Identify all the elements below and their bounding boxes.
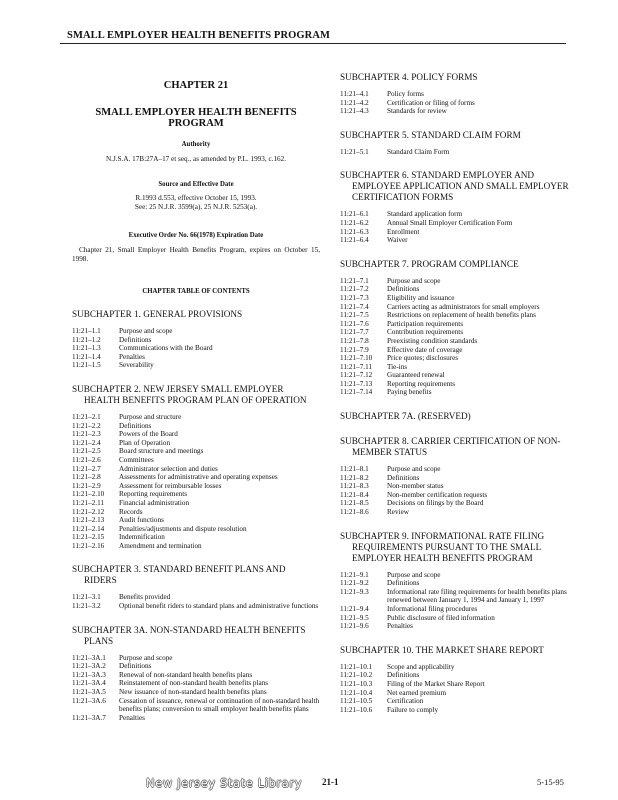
section-entry — [72, 697, 320, 714]
section-title: Reporting requirements — [387, 379, 456, 388]
section-title: Public disclosure of filed information — [387, 613, 495, 622]
section-number: 11:21–3A.2 — [72, 662, 106, 671]
section-title: Assessment for reimbursable losses — [119, 481, 222, 490]
section-title: Purpose and scope — [119, 327, 173, 336]
section-number: 11:21–2.4 — [72, 438, 101, 447]
section-number: 11:21–3.1 — [72, 593, 101, 602]
section-entry — [340, 371, 572, 380]
section-title: Communications with the Board — [119, 344, 213, 353]
section-title: Severability — [119, 361, 154, 370]
section-title: Carriers acting as administrators for small employers — [387, 302, 540, 311]
subchapter-heading: SUBCHAPTER 7A. (RESERVED) — [340, 411, 471, 422]
section-title: Purpose and scope — [387, 276, 441, 285]
section-title: Reinstatement of non-standard health benefits plans — [119, 679, 269, 688]
section-list — [72, 654, 320, 723]
section-number: 11:21–6.4 — [340, 236, 369, 245]
section-number: 11:21–2.13 — [72, 516, 105, 525]
section-title: Reporting requirements — [119, 490, 188, 499]
section-number: 11:21–2.2 — [72, 421, 101, 430]
section-entry — [340, 508, 572, 517]
section-number: 11:21–3A.4 — [72, 679, 106, 688]
section-number: 11:21–2.5 — [72, 447, 101, 456]
section-entry — [340, 588, 572, 605]
section-list — [340, 210, 572, 244]
section-entry — [340, 328, 572, 337]
chapter-number: CHAPTER 21 — [163, 80, 229, 91]
section-entry — [340, 90, 572, 99]
section-entry — [72, 499, 320, 508]
subchapter-heading: SUBCHAPTER 4. POLICY FORMS — [340, 72, 478, 82]
left-column — [72, 72, 320, 722]
section-list — [340, 663, 572, 715]
section-entry — [72, 688, 320, 697]
chapter-title: SMALL EMPLOYER HEALTH BENEFITS PROGRAM — [95, 107, 297, 129]
section-title: Records — [119, 507, 143, 516]
section-number: 11:21–9.2 — [340, 579, 369, 588]
section-entry — [340, 605, 572, 614]
subchapter-heading: SUBCHAPTER 5. STANDARD CLAIM FORM — [340, 129, 521, 140]
section-list — [72, 327, 320, 370]
section-entry — [72, 456, 320, 465]
section-number: 11:21–1.5 — [72, 361, 101, 370]
section-number: 11:21–2.3 — [72, 430, 101, 439]
section-number: 11:21–7.14 — [340, 388, 373, 397]
subchapter-heading: SUBCHAPTER 3A. NON-STANDARD HEALTH BENEFITS PLANS — [72, 624, 306, 646]
page-number: 21-1 — [322, 777, 339, 787]
section-entry — [72, 344, 320, 353]
section-title: Audit functions — [119, 516, 164, 525]
right-column — [340, 72, 572, 714]
section-title: Enrollment — [387, 227, 420, 236]
section-title: Certification or filing of forms — [387, 98, 475, 107]
revision-date: 5-15-95 — [537, 777, 564, 787]
section-number: 11:21–7.6 — [340, 319, 369, 328]
section-number: 11:21–8.2 — [340, 473, 369, 482]
section-number: 11:21–3A.7 — [72, 713, 106, 722]
subchapter-heading: SUBCHAPTER 10. THE MARKET SHARE REPORT — [340, 644, 544, 655]
section-entry — [72, 533, 320, 542]
section-title: Committees — [119, 455, 154, 464]
section-entry — [340, 148, 572, 157]
subchapter-heading: SUBCHAPTER 3. STANDARD BENEFIT PLANS AND RIDERS — [72, 564, 286, 586]
subchapter-heading: SUBCHAPTER 2. NEW JERSEY SMALL EMPLOYER HEALTH BENEFITS PROGRAM PLAN OF OPERATION — [72, 383, 307, 405]
section-entry — [340, 663, 572, 672]
section-entry — [72, 327, 320, 336]
section-number: 11:21–2.6 — [72, 455, 101, 464]
section-list — [340, 277, 572, 397]
toc-heading: CHAPTER TABLE OF CONTENTS — [142, 288, 250, 296]
section-title: Standards for review — [387, 107, 447, 116]
section-title: Powers of the Board — [119, 430, 178, 439]
section-title: Penalties/adjustments and dispute resolution — [119, 524, 247, 533]
subchapter-heading: SUBCHAPTER 6. STANDARD EMPLOYER AND EMPLOYEE APPLICATION AND SMALL EMPLOYER CERTIFICATION FORMS — [340, 170, 569, 203]
section-title: Participation requirements — [387, 319, 464, 328]
section-entry — [340, 210, 572, 219]
section-title: Informational filing procedures — [387, 605, 478, 613]
section-number: 11:21–7.12 — [340, 371, 373, 380]
section-entry — [340, 99, 572, 108]
section-entry — [340, 474, 572, 483]
section-number: 11:21–10.4 — [340, 688, 373, 697]
section-number: 11:21–2.9 — [72, 481, 101, 490]
section-number: 11:21–8.6 — [340, 508, 369, 517]
section-number: 11:21–7.4 — [340, 302, 369, 311]
section-title: Penalties — [119, 352, 145, 361]
source-line-2: See: 25 N.J.R. 3599(a), 25 N.J.R. 5253(a). — [134, 203, 258, 212]
section-entry — [72, 413, 320, 422]
section-title: Certification — [387, 697, 424, 706]
section-number: 11:21–9.5 — [340, 613, 369, 622]
section-entry — [340, 320, 572, 329]
section-title: Filing of the Market Share Report — [387, 679, 485, 688]
section-title: Indemnification — [119, 533, 165, 542]
section-entry — [72, 542, 320, 551]
section-title: Cessation of issuance, renewal or continuation of non-standard health benefits plans; conversion to small employer health benefits plans — [119, 696, 320, 714]
section-title: Optional benefit riders to standard plans and administrative functions — [119, 602, 319, 611]
section-title: Waiver — [387, 236, 408, 245]
section-entry — [72, 422, 320, 431]
section-title: Penalties — [387, 622, 413, 631]
section-title: Non-member certification requests — [387, 490, 488, 499]
section-entry — [72, 361, 320, 370]
section-title: Definitions — [387, 671, 420, 680]
toc-left — [72, 309, 320, 722]
section-number: 11:21–7.5 — [340, 311, 369, 320]
section-entry — [72, 679, 320, 688]
section-title: Administrator selection and duties — [119, 464, 218, 473]
section-entry — [340, 697, 572, 706]
section-entry — [340, 579, 572, 588]
section-title: Review — [387, 508, 409, 517]
section-entry — [340, 228, 572, 237]
section-entry — [340, 311, 572, 320]
section-title: Purpose and scope — [119, 653, 173, 662]
section-number: 11:21–7.9 — [340, 345, 369, 354]
section-number: 11:21–7.3 — [340, 293, 369, 302]
section-title: Non-member status — [387, 482, 444, 491]
section-entry — [72, 654, 320, 663]
section-number: 11:21–1.3 — [72, 344, 101, 353]
section-number: 11:21–4.3 — [340, 107, 369, 116]
section-entry — [340, 499, 572, 508]
section-entry — [340, 380, 572, 389]
section-entry — [72, 662, 320, 671]
section-title: Contribution requirements — [387, 328, 464, 337]
section-number: 11:21–3A.1 — [72, 653, 106, 662]
section-number: 11:21–8.5 — [340, 499, 369, 508]
section-entry — [72, 439, 320, 448]
running-head: SMALL EMPLOYER HEALTH BENEFITS PROGRAM — [67, 30, 331, 41]
executive-order-text: Chapter 21, Small Employer Health Benefits Program, expires on October 15, 1998. — [72, 245, 320, 263]
section-title: Price quotes; disclosures — [387, 354, 459, 363]
section-title: Definitions — [119, 662, 152, 671]
section-entry — [72, 602, 320, 611]
section-title: Purpose and structure — [119, 412, 182, 421]
source-line-1: R.1993 d.553, effective October 15, 1993. — [135, 194, 257, 203]
section-entry — [340, 107, 572, 116]
section-entry — [340, 671, 572, 680]
subchapter-heading: SUBCHAPTER 1. GENERAL PROVISIONS — [72, 309, 243, 320]
section-number: 11:21–2.16 — [72, 541, 105, 550]
section-number: 11:21–2.1 — [72, 412, 101, 421]
section-title: Definitions — [119, 335, 152, 344]
section-title: Failure to comply — [387, 705, 439, 714]
section-number: 11:21–9.4 — [340, 605, 369, 613]
section-title: Annual Small Employer Certification Form — [387, 218, 513, 227]
section-number: 11:21–6.1 — [340, 210, 369, 219]
section-entry — [72, 353, 320, 362]
section-title: Net earned premium — [387, 688, 447, 697]
section-entry — [72, 465, 320, 474]
section-title: Board structure and meetings — [119, 447, 204, 456]
section-entry — [340, 346, 572, 355]
section-number: 11:21–6.2 — [340, 218, 369, 227]
section-number: 11:21–2.7 — [72, 464, 101, 473]
section-title: Decisions on filings by the Board — [387, 499, 484, 508]
section-title: Preexisting condition standards — [387, 336, 478, 345]
section-number: 11:21–4.2 — [340, 98, 369, 107]
section-number: 11:21–1.1 — [72, 327, 101, 336]
section-entry — [340, 571, 572, 580]
section-number: 11:21–8.4 — [340, 490, 369, 499]
executive-order-heading: Executive Order No. 66(1978) Expiration Date — [128, 231, 264, 239]
section-title: Purpose and scope — [387, 570, 441, 579]
section-title: Financial administration — [119, 498, 190, 507]
section-number: 11:21–3A.3 — [72, 670, 106, 679]
section-title: Definitions — [387, 579, 420, 588]
subchapter-heading: SUBCHAPTER 9. INFORMATIONAL RATE FILING REQUIREMENTS PURSUANT TO THE SMALL EMPLOYER HEALTH BENEFITS PROGRAM — [340, 530, 545, 563]
section-title: Scope and applicability — [387, 662, 455, 671]
source-heading: Source and Effective Date — [158, 181, 234, 189]
section-entry — [340, 706, 572, 715]
section-number: 11:21–7.11 — [340, 362, 373, 371]
section-number: 11:21–9.1 — [340, 570, 369, 579]
section-entry — [72, 593, 320, 602]
section-entry — [72, 714, 320, 723]
section-title: Restrictions on replacement of health benefits plans — [387, 311, 536, 320]
section-number: 11:21–2.11 — [72, 498, 105, 507]
section-entry — [72, 516, 320, 525]
section-entry — [72, 671, 320, 680]
authority-heading: Authority — [181, 141, 211, 148]
section-entry — [340, 680, 572, 689]
section-number: 11:21–7.2 — [340, 285, 369, 294]
section-number: 11:21–10.1 — [340, 662, 373, 671]
section-title: Purpose and scope — [387, 465, 441, 474]
section-title: Informational rate filing requirements for health benefits plans renewed between January 1, 1994 and January 1, 1997 — [387, 587, 567, 605]
section-title: Effective date of coverage — [387, 345, 463, 354]
section-entry — [340, 303, 572, 312]
section-entry — [340, 285, 572, 294]
section-list — [340, 148, 572, 157]
section-number: 11:21–10.2 — [340, 671, 373, 680]
section-number: 11:21–2.15 — [72, 533, 105, 542]
section-title: Renewal of non-standard health benefits plans — [119, 670, 253, 679]
section-list — [340, 571, 572, 631]
section-entry — [340, 236, 572, 245]
section-title: Benefits provided — [119, 593, 171, 602]
library-stamp: New Jersey State Library — [146, 776, 303, 790]
section-title: Plan of Operation — [119, 438, 171, 447]
subchapter-heading: SUBCHAPTER 8. CARRIER CERTIFICATION OF NON-MEMBER STATUS — [340, 436, 561, 458]
section-entry — [72, 508, 320, 517]
section-entry — [340, 219, 572, 228]
section-title: Guaranteed renewal — [387, 371, 445, 380]
section-list — [340, 90, 572, 116]
section-entry — [340, 277, 572, 286]
section-entry — [340, 482, 572, 491]
section-title: Standard application form — [387, 210, 463, 219]
section-entry — [72, 336, 320, 345]
section-number: 11:21–10.5 — [340, 697, 373, 706]
section-entry — [72, 525, 320, 534]
section-number: 11:21–1.2 — [72, 335, 101, 344]
section-entry — [72, 482, 320, 491]
section-number: 11:21–2.8 — [72, 473, 101, 482]
section-title: Amendment and termination — [119, 541, 202, 550]
section-number: 11:21–7.7 — [340, 328, 369, 337]
section-number: 11:21–8.3 — [340, 482, 369, 491]
section-entry — [340, 491, 572, 500]
section-number: 11:21–7.8 — [340, 336, 369, 345]
section-list — [72, 413, 320, 551]
section-entry — [340, 388, 572, 397]
section-title: Assessments for administrative and operating expenses — [119, 473, 278, 482]
section-title: Definitions — [387, 285, 420, 294]
section-entry — [340, 622, 572, 631]
section-entry — [340, 465, 572, 474]
section-title: Policy forms — [387, 90, 424, 98]
section-title: Definitions — [119, 421, 152, 430]
authority-text: N.J.S.A. 17B:27A–17 et seq., as amended by P.L. 1993, c.162. — [105, 155, 287, 163]
section-title: New issuance of non-standard health benefits plans — [119, 688, 267, 697]
section-number: 11:21–3A.6 — [72, 696, 106, 705]
section-entry — [340, 363, 572, 372]
section-entry — [340, 689, 572, 698]
section-number: 11:21–1.4 — [72, 352, 101, 361]
section-number: 11:21–6.3 — [340, 227, 369, 236]
section-entry — [340, 614, 572, 623]
section-title: Standard Claim Form — [387, 147, 450, 156]
section-number: 11:21–9.6 — [340, 622, 369, 631]
section-number: 11:21–10.3 — [340, 679, 373, 688]
section-number: 11:21–9.3 — [340, 587, 369, 596]
section-entry — [72, 447, 320, 456]
section-number: 11:21–2.10 — [72, 490, 105, 499]
section-number: 11:21–3.2 — [72, 602, 101, 611]
section-number: 11:21–3A.5 — [72, 688, 106, 697]
section-number: 11:21–7.13 — [340, 379, 373, 388]
section-number: 11:21–5.1 — [340, 147, 369, 156]
section-number: 11:21–2.12 — [72, 507, 105, 516]
section-entry — [340, 294, 572, 303]
section-list — [340, 465, 572, 517]
section-entry — [340, 337, 572, 346]
section-number: 11:21–7.10 — [340, 354, 373, 363]
section-number: 11:21–7.1 — [340, 276, 369, 285]
section-entry — [72, 430, 320, 439]
section-number: 11:21–4.1 — [340, 90, 369, 98]
toc-right — [340, 72, 572, 714]
section-number: 11:21–2.14 — [72, 524, 105, 533]
section-entry — [72, 490, 320, 499]
section-title: Penalties — [119, 713, 145, 722]
section-title: Definitions — [387, 473, 420, 482]
section-title: Eligibility and issuance — [387, 293, 455, 302]
section-title: Paying benefits — [387, 388, 432, 397]
section-number: 11:21–8.1 — [340, 465, 369, 474]
section-number: 11:21–10.6 — [340, 705, 373, 714]
section-title: Tie-ins — [387, 362, 408, 371]
section-list — [72, 593, 320, 610]
subchapter-heading: SUBCHAPTER 7. PROGRAM COMPLIANCE — [340, 258, 519, 269]
section-entry — [340, 354, 572, 363]
section-entry — [72, 473, 320, 482]
header-rule — [60, 43, 566, 44]
